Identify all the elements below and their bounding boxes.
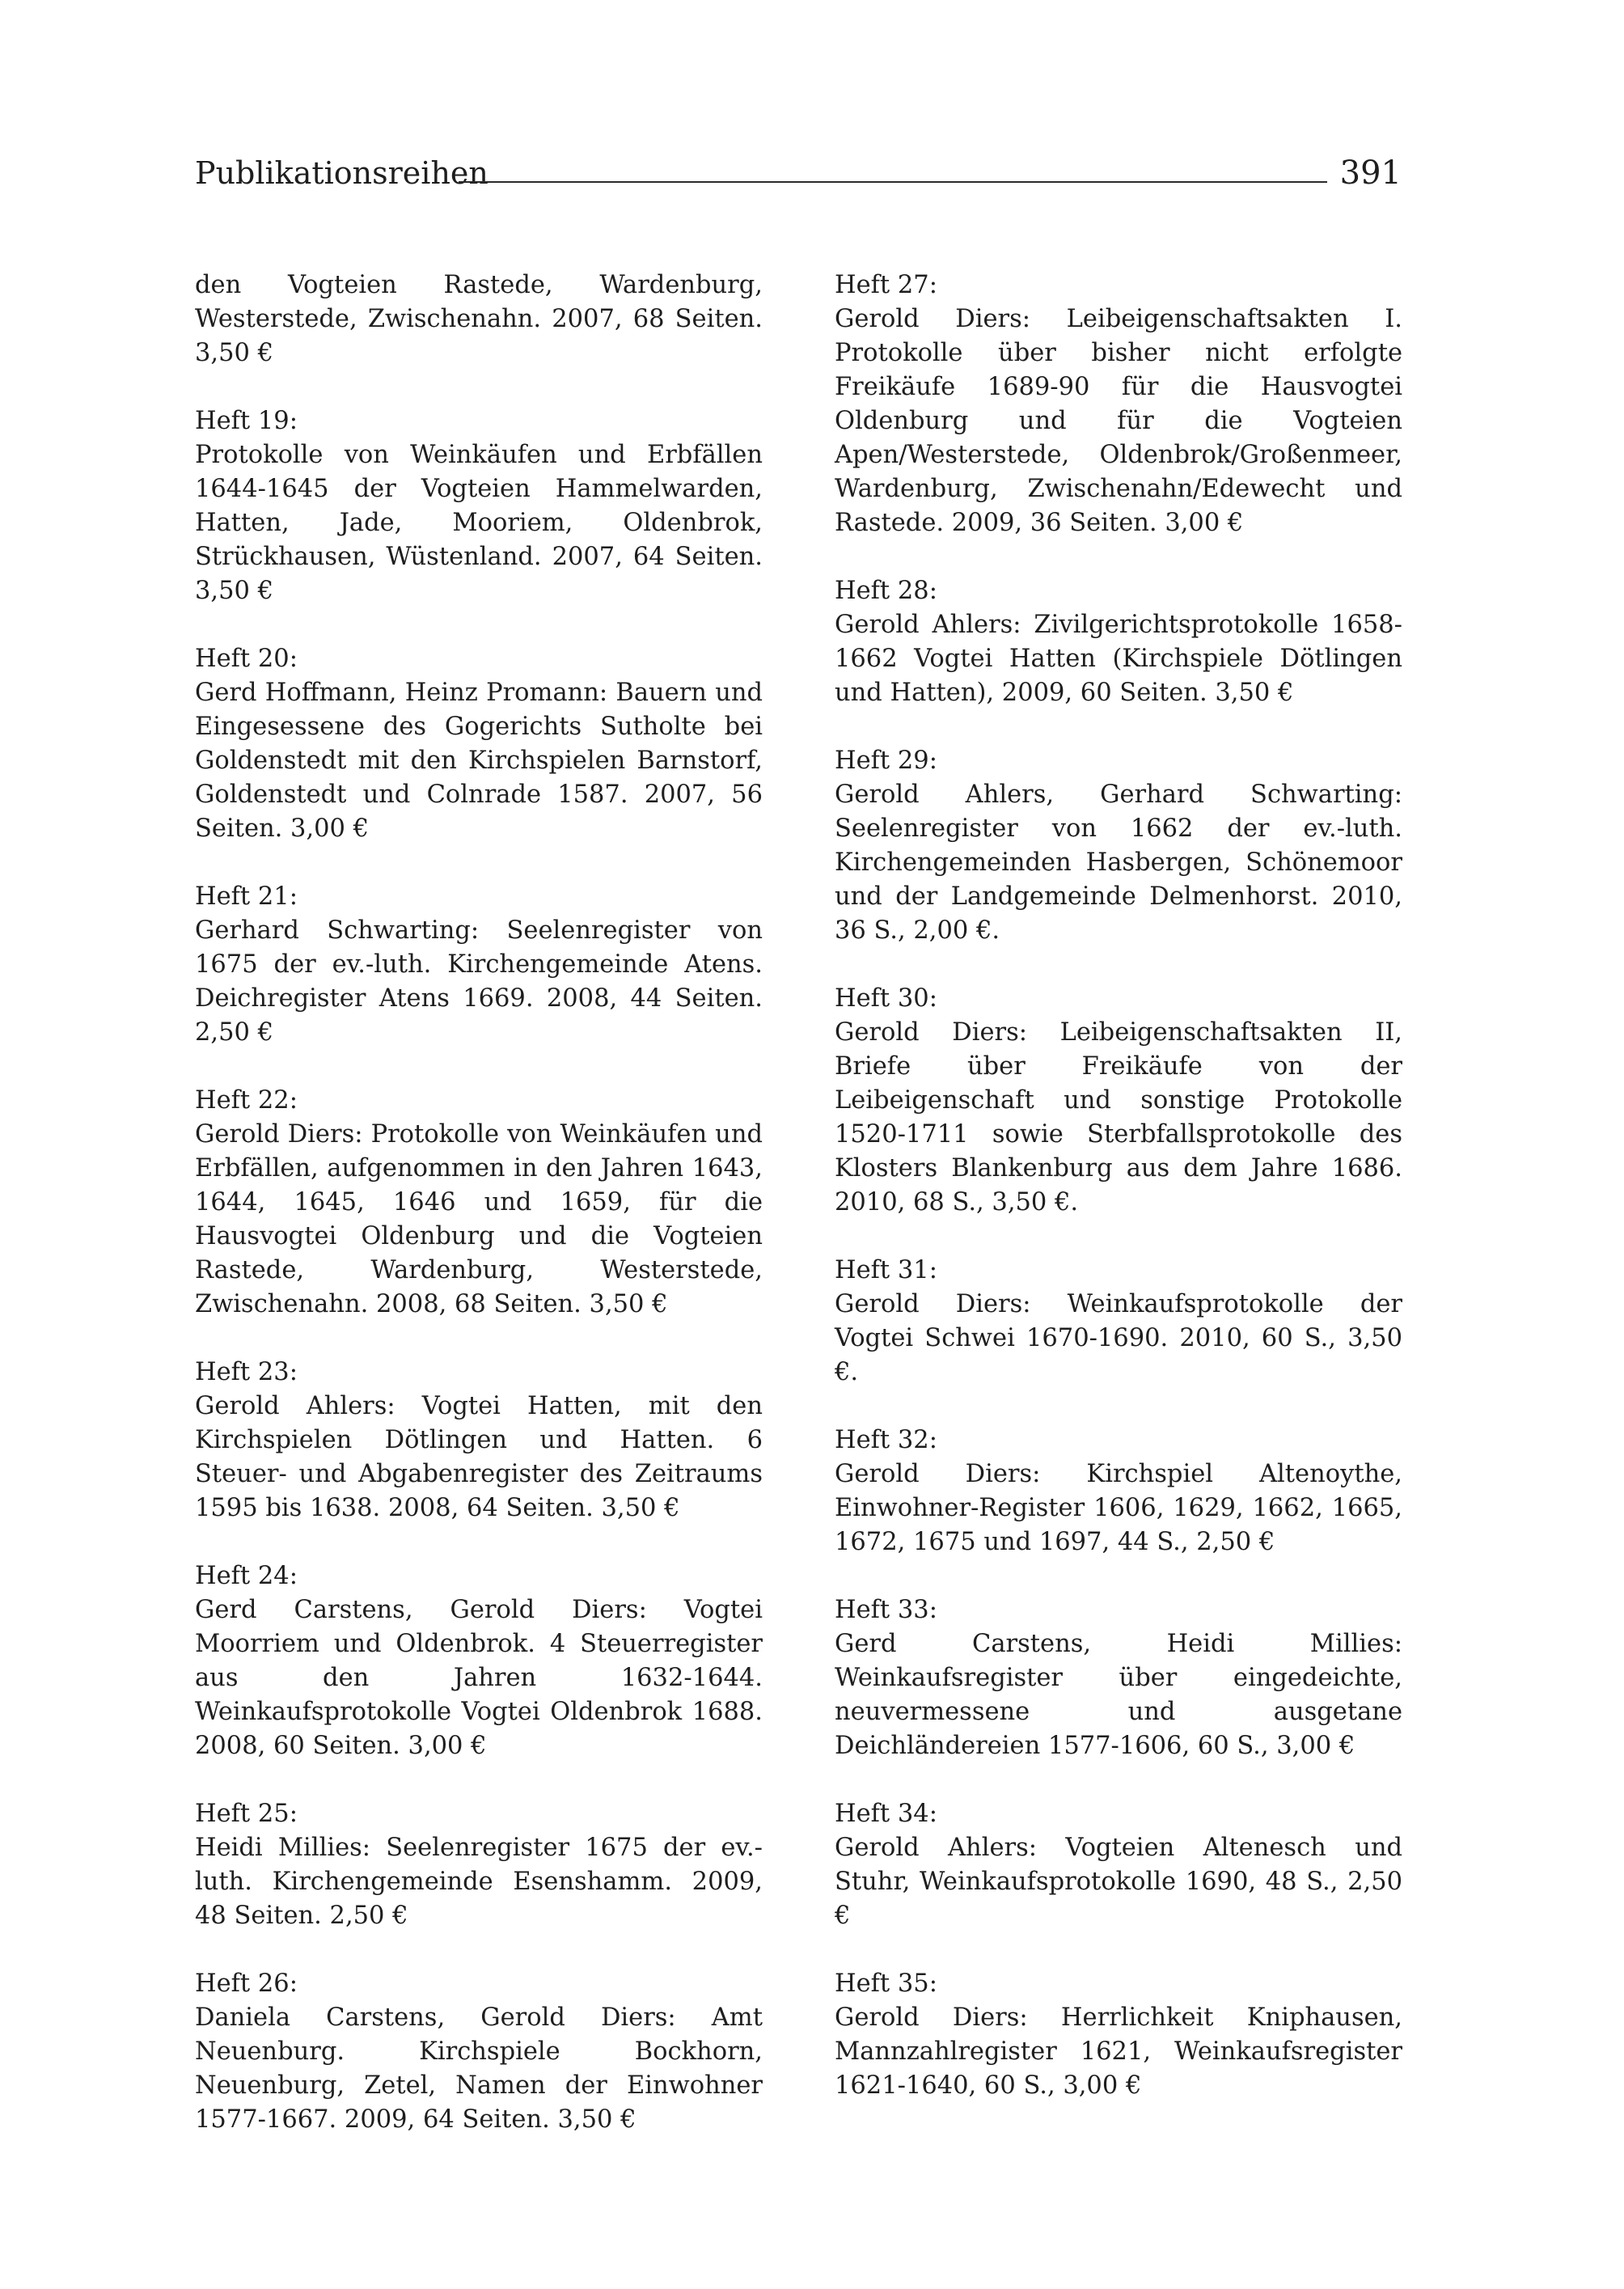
publication-entry [195,1084,763,1322]
heft-number: Heft 32: [835,1426,937,1454]
entry-description: Gerhard Schwarting: Seelenregister von 1675 der ev.-luth. Kirchengemeinde Atens. Deichregister Atens 1669. 2008, 44 Seiten. 2,50 € [195,916,763,1047]
heft-number: Heft 30: [835,984,937,1013]
section-title: Publikationsreihen [195,155,488,191]
publication-entry [195,269,763,370]
entry-description: Gerold Diers: Leibeigenschaftsakten II, Briefe über Freikäufe von der Leibeigenschaft und sonstige Protokolle 1520-1711 sowie Sterbfallsprotokolle des Klosters Blankenburg aus dem Jahre 1686. 2010, 68 S., 3,50 €. [835,1018,1402,1216]
publication-entry [195,1967,763,2137]
heft-number: Heft 34: [835,1800,937,1828]
entry-description: Gerold Diers: Kirchspiel Altenoythe, Einwohner-Register 1606, 1629, 1662, 1665, 1672, 1675 und 1697, 44 S., 2,50 € [835,1460,1402,1556]
heft-number: Heft 28: [835,577,937,605]
publication-entry [835,982,1402,1220]
publication-entry [195,642,763,846]
entry-description: den Vogteien Rastede, Wardenburg, Westerstede, Zwischenahn. 2007, 68 Seiten. 3,50 € [195,271,763,367]
entry-description: Protokolle von Weinkäufen und Erbfällen 1644-1645 der Vogteien Hammelwarden, Hatten, Jade, Mooriem, Oldenbrok, Strückhausen, Wüstenland. 2007, 64 Seiten. 3,50 € [195,441,763,605]
publication-entry [195,880,763,1050]
heft-number: Heft 19: [195,407,298,435]
entry-description: Gerold Ahlers: Vogteien Altenesch und Stuhr, Weinkaufsprotokolle 1690, 48 S., 2,50 € [835,1834,1402,1930]
entry-description: Gerold Ahlers, Gerhard Schwarting: Seelenregister von 1662 der ev.-luth. Kirchengemeinden Hasbergen, Schönemoor und der Landgemeinde Delmenhorst. 2010, 36 S., 2,00 €. [835,781,1402,945]
heft-number: Heft 23: [195,1358,298,1386]
heft-number: Heft 31: [835,1256,937,1284]
publication-entry [835,744,1402,948]
entry-description: Gerold Diers: Leibeigenschaftsakten I. Protokolle über bisher nicht erfolgte Freikäufe 1689-90 für die Hausvogtei Oldenburg und für die Vogteien Apen/Westerstede, Oldenbrok/Großenmeer, Wardenburg, Zwischenahn/Edewecht und Rastede. 2009, 36 Seiten. 3,00 € [835,305,1402,537]
heft-number: Heft 33: [835,1596,937,1624]
heft-number: Heft 26: [195,1970,298,1998]
publication-entry [195,404,763,608]
entry-description: Daniela Carstens, Gerold Diers: Amt Neuenburg. Kirchspiele Bockhorn, Neuenburg, Zetel, Namen der Einwohner 1577-1667. 2009, 64 Seiten. 3,50 € [195,2003,763,2134]
heft-number: Heft 24: [195,1562,298,1590]
entry-description: Heidi Millies: Seelenregister 1675 der ev.-luth. Kirchengemeinde Esenshamm. 2009, 48 Seiten. 2,50 € [195,1834,763,1930]
publication-entry [835,1797,1402,1933]
heft-number: Heft 21: [195,882,298,911]
entry-description: Gerold Ahlers: Vogtei Hatten, mit den Kirchspielen Dötlingen und Hatten. 6 Steuer- und Abgabenregister des Zeitraums 1595 bis 1638. 2008, 64 Seiten. 3,50 € [195,1392,763,1522]
heft-number: Heft 22: [195,1086,298,1115]
publication-entry [835,1424,1402,1559]
heft-number: Heft 35: [835,1970,937,1998]
entry-description: Gerd Carstens, Heidi Millies: Weinkaufsregister über eingedeichte, neuvermessene und ausgetane Deichländereien 1577-1606, 60 S., 3,00 € [835,1630,1402,1760]
publication-entry [835,1593,1402,1763]
publication-entry [835,574,1402,710]
heft-number: Heft 20: [195,645,298,673]
header-rule [459,181,1327,183]
entry-description: Gerold Diers: Protokolle von Weinkäufen und Erbfällen, aufgenommen in den Jahren 1643, 1644, 1645, 1646 und 1659, für die Hausvogtei Oldenburg und die Vogteien Rastede, Wardenburg, Westerstede, Zwischenahn. 2008, 68 Seiten. 3,50 € [195,1120,763,1318]
heft-number: Heft 29: [835,747,937,775]
publication-entry [195,1356,763,1525]
publication-entry [835,1254,1402,1390]
right-column [835,269,1402,2137]
running-head [195,150,1402,196]
publication-entry [835,269,1402,540]
publication-entry [195,1559,763,1763]
heft-number: Heft 27: [835,271,937,299]
page-number: 391 [1339,154,1402,192]
publication-entry [195,1797,763,1933]
entry-description: Gerold Ahlers: Zivilgerichtsprotokolle 1658-1662 Vogtei Hatten (Kirchspiele Dötlingen und Hatten), 2009, 60 Seiten. 3,50 € [835,611,1402,707]
entry-description: Gerold Diers: Herrlichkeit Kniphausen, Mannzahlregister 1621, Weinkaufsregister 1621-1640, 60 S., 3,00 € [835,2003,1402,2100]
publication-entry [835,1967,1402,2103]
entry-description: Gerd Hoffmann, Heinz Promann: Bauern und Eingesessene des Gogerichts Sutholte bei Goldenstedt mit den Kirchspielen Barnstorf, Goldenstedt und Colnrade 1587. 2007, 56 Seiten. 3,00 € [195,679,763,843]
entry-description: Gerd Carstens, Gerold Diers: Vogtei Moorriem und Oldenbrok. 4 Steuerregister aus den Jahren 1632-1644. Weinkaufsprotokolle Vogtei Oldenbrok 1688. 2008, 60 Seiten. 3,00 € [195,1596,763,1760]
entry-description: Gerold Diers: Weinkaufsprotokolle der Vogtei Schwei 1670-1690. 2010, 60 S., 3,50 €. [835,1290,1402,1386]
left-column [195,269,763,2171]
heft-number: Heft 25: [195,1800,298,1828]
